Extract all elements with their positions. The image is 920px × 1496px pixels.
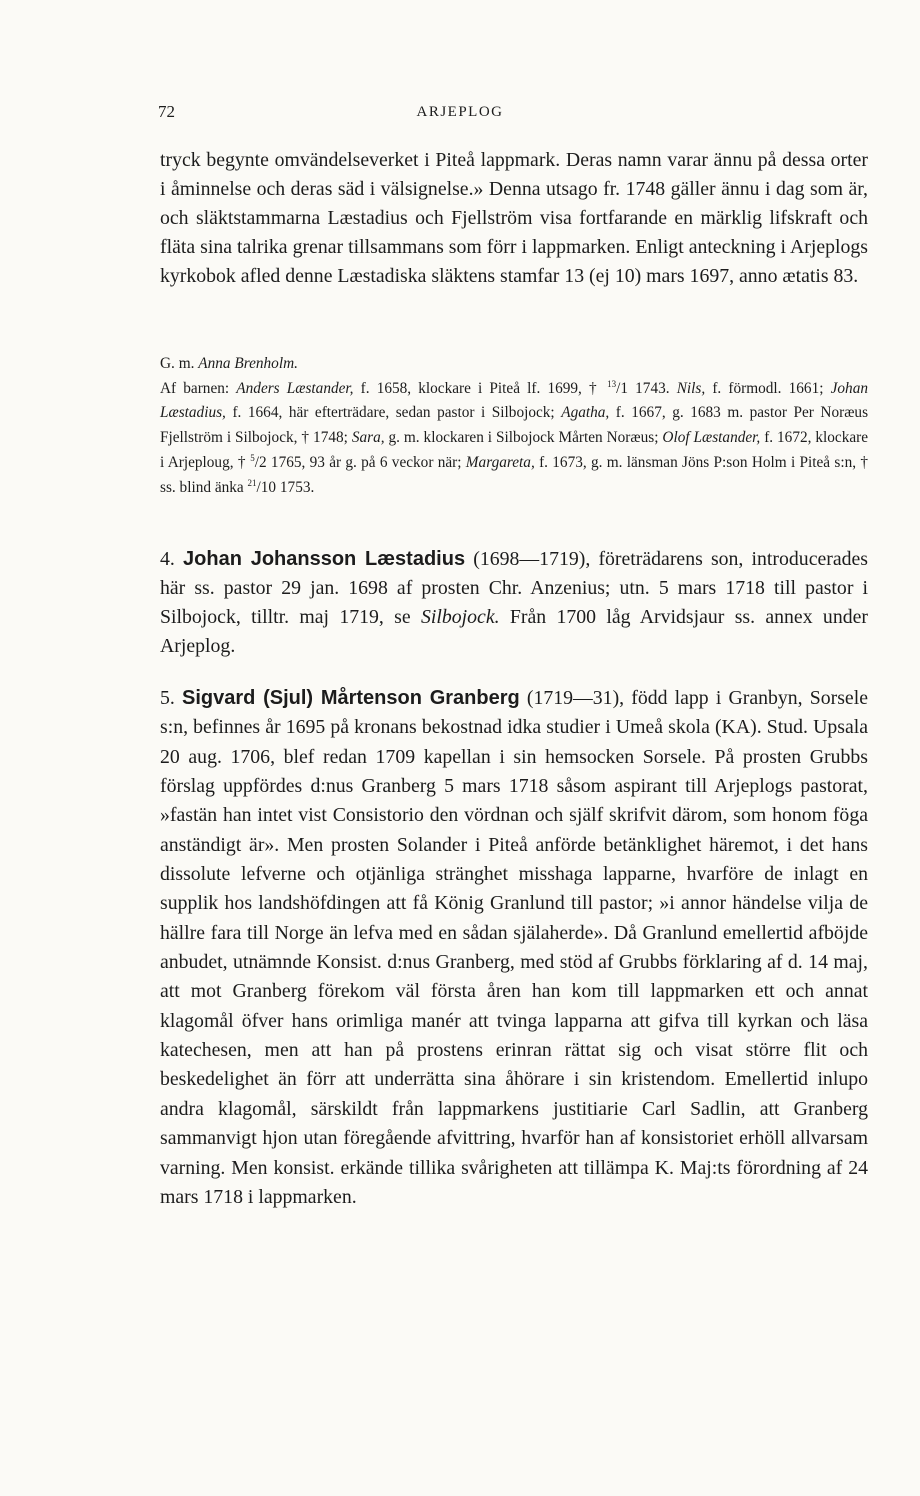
marriage-line — [160, 352, 868, 377]
child-text: f. 1673, g. m. länsman Jöns P:son Holm i Piteå s:n, † ss. blind änka — [160, 453, 868, 496]
paragraph-1-text: tryck begynte omvändelseverket i Piteå lappmark. Deras namn varar ännu på dessa orter i åminnelse och deras säd i välsignelse.» Denna utsago fr. 1748 gäller ännu i dag som är, och släktstammarna Læstadius och Fjellström visa fortfarande en märklig lifskraft och fläta sina talrika grenar tillsammans som förr i lappmarken. Enligt anteckning i Arjeplogs kyrkobok afled denne Læstadiska släktens stamfar 13 (ej 10) mars 1697, anno ætatis 83. — [160, 149, 868, 287]
section-body: (1719—31), född lapp i Granbyn, Sorsele s:n, befinnes år 1695 på kronans bekostnad idka studier i Umeå skola (KA). Stud. Upsala 20 aug. 1706, blef redan 1709 kapellan i sin hemsocken Sorsele. På prosten Grubbs förslag uppfördes d:nus Granberg 5 mars 1718 såsom aspirant till Arjeplogs pastorat, »fastän han intet vist Consistorio den vördnan och själf skrifvit därom, som honom föga anständigt är». Men prosten Solander i Piteå anförde betänklighet häremot, i det hans dissolute lefverne och otjänliga stränghet misshaga lapparne, hvarföre de inlagt en supplik hos landshöfdingen att få König Granlund till pastor; »i annor händelse vilja de hällre fara till Norge än lefva med en sådan själaherde». Då Granlund emellertid afböjde anbudet, utnämnde Konsist. d:nus Granberg, med stöd af Grubbs förklaring af d. 14 maj, att mot Granberg förekom väl första åren han kom till lappmarken ett och annat klagomål öfver hans orimliga manér att tvinga lapparna att gifva till kyrkan och läsa katechesen, men att han på prostens erinran rättat sig och visat större flit och beskedelighet än förr att underrätta sina åhörare i sin kristendom. Emellertid inlupo andra klagomål, särskildt från lappmarkens justitiarie Carl Sadlin, att Granberg sammanvigt hjon utan föregående afvittring, hvarför han af konsistoriet erhöll allvarsam varning. Men konsist. erkände tillika svårigheten att tillämpa K. Maj:ts förordning af 24 mars 1718 i lappmarken. — [160, 687, 868, 1208]
child-name: Nils, — [676, 379, 706, 397]
child-name: Sara, — [351, 429, 385, 447]
child-text: f. 1664, här efterträdare, sedan pastor i Silbojock; — [232, 404, 555, 422]
death-date-sup: 21 — [247, 477, 257, 488]
child-name: Anders Læstander, — [236, 379, 354, 397]
child-name: Margareta, — [465, 453, 535, 471]
death-date-sup: 5 — [250, 452, 255, 463]
child-name: Olof Læstander, — [662, 429, 761, 447]
child-text: f. 1672, klockare i Arjeploug, † — [160, 429, 869, 471]
section-body: Från 1700 låg Arvidsjaur ss. annex under Arjeplog. — [160, 606, 868, 657]
section-4 — [160, 545, 868, 661]
running-title: ARJEPLOG — [416, 104, 504, 120]
child-text: f. 1667, g. 1683 m. pastor Per Noræus Fjellström i Silbojock, † 1748; — [160, 404, 869, 447]
child-text: f. 1658, klockare i Piteå lf. 1699, † — [360, 379, 608, 397]
section-4-text — [160, 545, 868, 661]
section-heading: Sigvard (Sjul) Mårtenson Granberg — [181, 687, 520, 709]
children-prefix: Af barnen: — [160, 379, 230, 397]
death-date-sup: 13 — [607, 378, 617, 389]
section-5-text — [160, 684, 868, 1212]
section-body: (1698—1719), företrädarens son, introducerades här ss. pastor 29 jan. 1698 af prosten Chr. Anzenius; utn. 5 mars 1718 till pastor i Silbojock, tilltr. maj 1719, se — [160, 548, 868, 628]
family-note — [160, 352, 868, 500]
children-list — [160, 377, 868, 501]
child-name: Agatha, — [561, 404, 610, 422]
married-prefix: G. m. — [160, 355, 195, 372]
section-number: 4. — [160, 548, 175, 570]
child-text: g. m. klockaren i Silbojock Mårten Noræus; — [388, 429, 659, 447]
page-number: 72 — [158, 102, 175, 121]
child-text: /10 1753. — [256, 478, 315, 496]
cross-reference: Silbojock. — [421, 606, 500, 628]
paragraph-1 — [160, 146, 868, 291]
child-text: f. förmodl. 1661; — [712, 379, 824, 397]
death-date-rest: /1 1743. — [616, 379, 670, 397]
child-text: /2 1765, 93 år g. på 6 veckor när; — [254, 453, 462, 471]
child-name: Johan Læstadius, — [160, 379, 868, 422]
spouse-name: Anna Brenholm. — [198, 355, 298, 372]
section-heading: Johan Johansson Læstadius — [183, 548, 466, 570]
section-number: 5. — [160, 687, 175, 709]
section-5 — [160, 684, 868, 1212]
